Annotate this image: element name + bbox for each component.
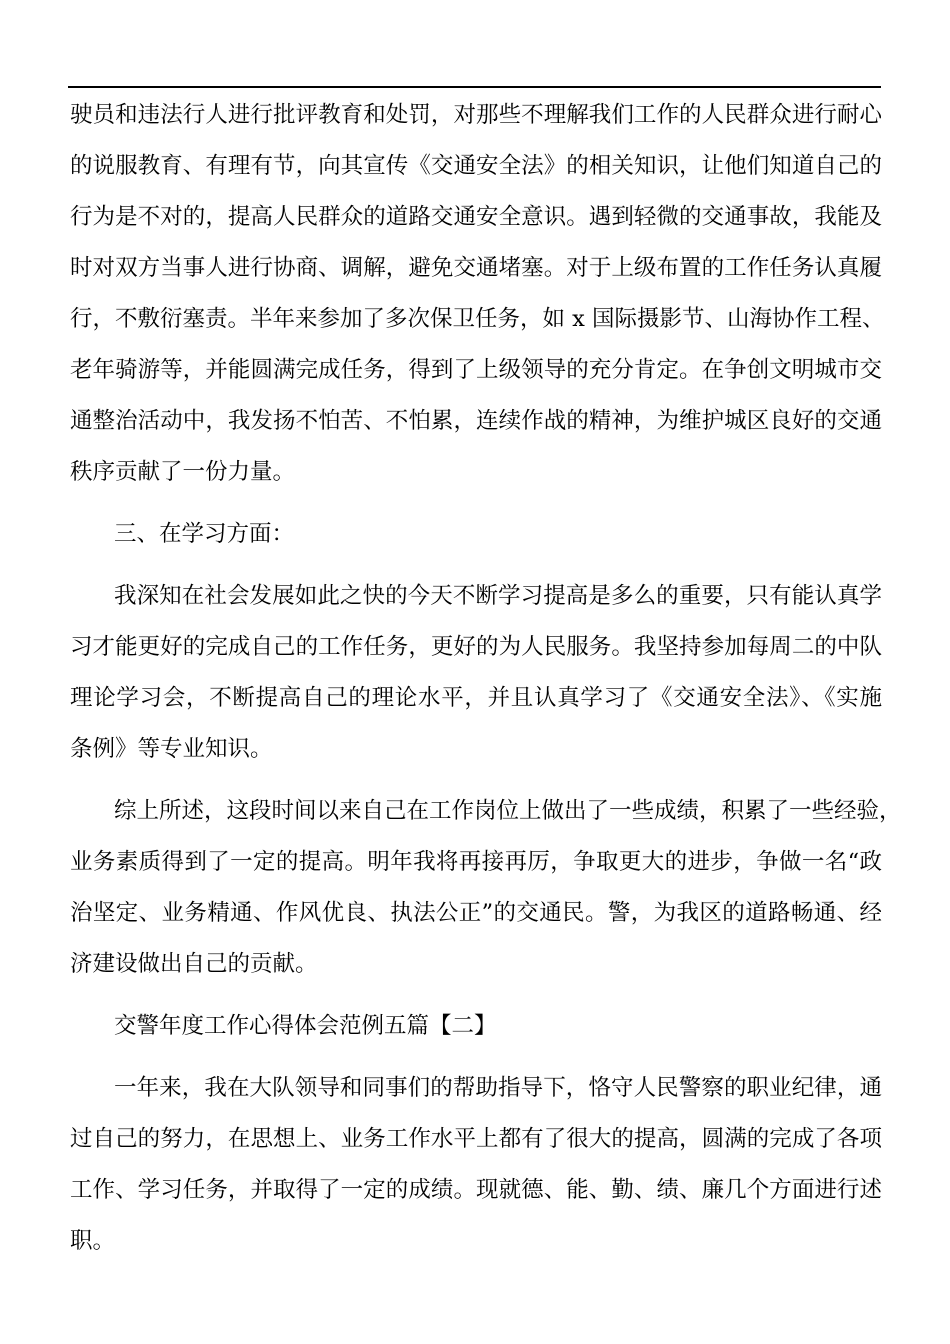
text-line: 理论学习会，不断提高自己的理论水平，并且认真学习了《交通安全法》、《实施 <box>70 685 882 711</box>
paragraph-year-review <box>70 1063 882 1267</box>
paragraph-study <box>70 571 882 775</box>
text-line: 行，不敷衍塞责。半年来参加了多次保卫任务，如 x 国际摄影节、山海协作工程、 <box>70 306 885 332</box>
text-line: 业务素质得到了一定的提高。明年我将再接再厉，争取更大的进步，争做一名“政 <box>70 849 882 875</box>
text-line: 我深知在社会发展如此之快的今天不断学习提高是多么的重要，只有能认真学 <box>114 583 882 609</box>
document-body <box>70 90 902 1267</box>
text-line: 济建设做出自己的贡献。 <box>70 951 318 977</box>
text-line: 时对双方当事人进行协商、调解，避免交通堵塞。对于上级布置的工作任务认真履 <box>70 255 882 281</box>
paragraph-traffic-duties <box>70 90 885 498</box>
text-line: 老年骑游等，并能圆满完成任务，得到了上级领导的充分肯定。在争创文明城市交 <box>70 357 882 383</box>
paragraph-gap <box>70 990 882 1001</box>
text-line: 一年来，我在大队领导和同事们的帮助指导下，恪守人民警察的职业纪律，通 <box>114 1075 882 1101</box>
paragraph-gap <box>70 1052 882 1063</box>
text-line: 的说服教育、有理有节，向其宣传《交通安全法》的相关知识，让他们知道自己的 <box>70 153 882 179</box>
text-line: 行为是不对的，提高人民群众的道路交通安全意识。遇到轻微的交通事故，我能及 <box>70 204 882 230</box>
text-line: 秩序贡献了一份力量。 <box>70 459 296 485</box>
text-line: 治坚定、业务精通、作风优良、执法公正”的交通民。警，为我区的道路畅通、经 <box>70 900 882 926</box>
section-heading-study: 三、在学习方面： <box>114 521 295 547</box>
text-line: 条例》等专业知识。 <box>70 736 273 762</box>
paragraph-gap <box>70 560 882 571</box>
header-rule <box>68 86 881 88</box>
text-line: 工作、学习任务，并取得了一定的成绩。现就德、能、勤、绩、廉几个方面进行述 <box>70 1177 882 1203</box>
paragraph-gap <box>70 498 882 509</box>
paragraph-summary <box>70 786 902 990</box>
text-line: 综上所述，这段时间以来自己在工作岗位上做出了一些成绩，积累了一些经验， <box>114 798 902 824</box>
text-line: 通整治活动中，我发扬不怕苦、不怕累，连续作战的精神，为维护城区良好的交通 <box>70 408 882 434</box>
text-line: 习才能更好的完成自己的工作任务，更好的为人民服务。我坚持参加每周二的中队 <box>70 634 882 660</box>
section-title: 交警年度工作心得体会范例五篇【二】 <box>114 1013 497 1039</box>
text-line: 驶员和违法行人进行批评教育和处罚，对那些不理解我们工作的人民群众进行耐心 <box>70 102 882 128</box>
text-line: 过自己的努力，在思想上、业务工作水平上都有了很大的提高，圆满的完成了各项 <box>70 1126 882 1152</box>
text-line: 职。 <box>70 1228 116 1254</box>
paragraph-gap <box>70 775 882 786</box>
